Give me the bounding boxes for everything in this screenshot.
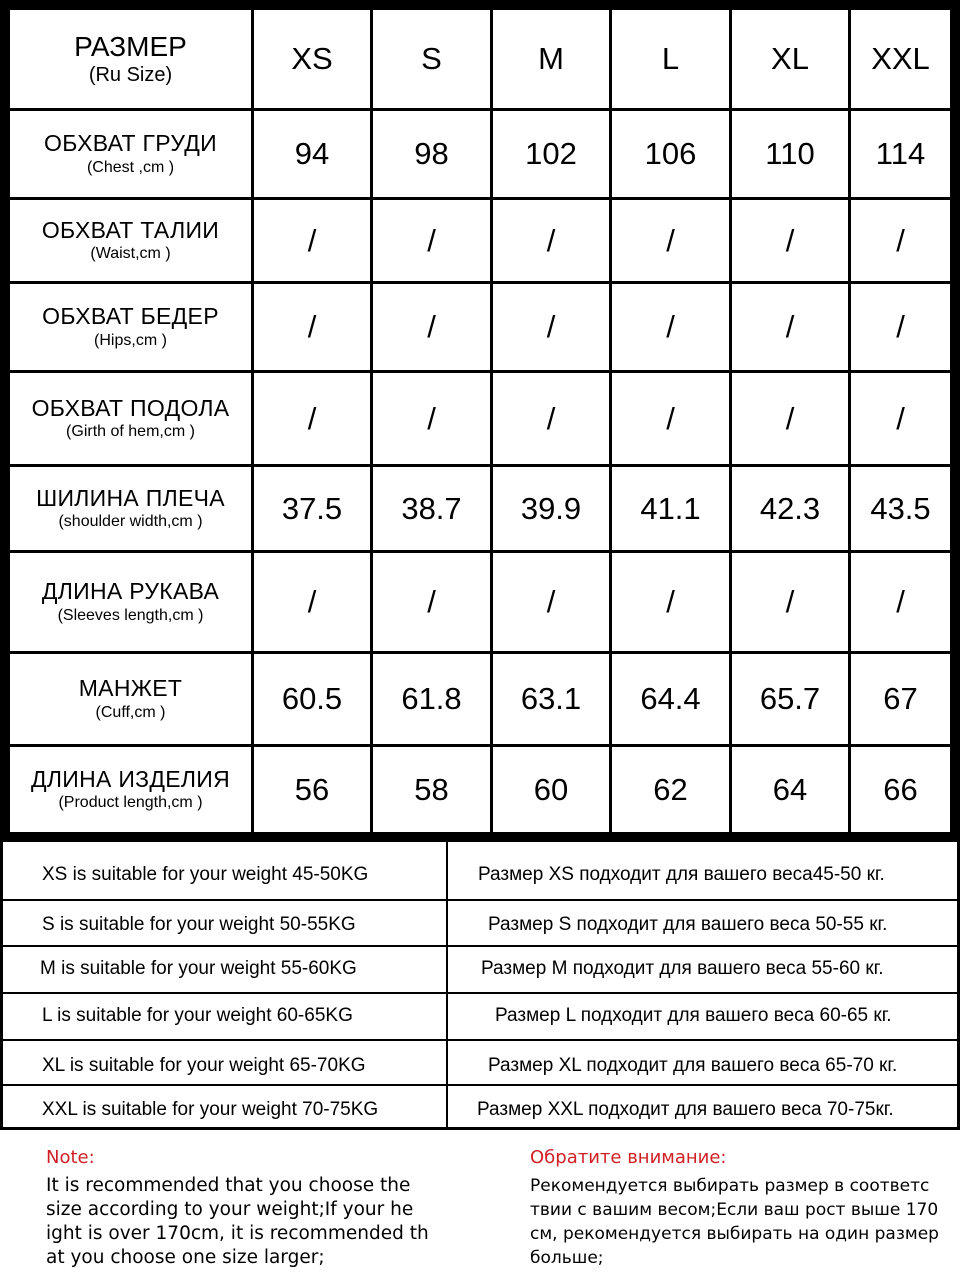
value-cell: 94 bbox=[254, 111, 370, 197]
size-header-xs: XS bbox=[254, 10, 370, 108]
size-header-s: S bbox=[373, 10, 490, 108]
weight-row-en: S is suitable for your weight 50-55KG bbox=[42, 914, 356, 935]
weight-row-ru: Размер XL подходит для вашего веса 65-70 кг. bbox=[488, 1055, 898, 1076]
value-cell: / bbox=[373, 373, 490, 464]
value-cell: / bbox=[373, 553, 490, 651]
note-body-en: It is recommended that you choose the size according to your weight;If your he ight is over 170cm, it is recommended th at you choose one size larger; bbox=[46, 1175, 429, 1268]
value-cell: / bbox=[732, 200, 848, 281]
weight-table bbox=[0, 838, 960, 1130]
row-label-chest: ОБХВАТ ГРУДИ (Chest ,cm ) bbox=[10, 111, 251, 197]
value-cell: 102 bbox=[493, 111, 609, 197]
size-header-xxl: XXL bbox=[851, 10, 950, 108]
weight-row-ru: Размер S подходит для вашего веса 50-55 кг. bbox=[488, 914, 888, 935]
row-label-shoulder: ШИЛИНА ПЛЕЧА (shoulder width,cm ) bbox=[10, 467, 251, 550]
value-cell: / bbox=[493, 373, 609, 464]
value-cell: / bbox=[612, 553, 729, 651]
value-cell: / bbox=[373, 200, 490, 281]
value-cell: 106 bbox=[612, 111, 729, 197]
value-cell: 98 bbox=[373, 111, 490, 197]
value-cell: 41.1 bbox=[612, 467, 729, 550]
weight-row-en: M is suitable for your weight 55-60KG bbox=[40, 958, 357, 979]
value-cell: 62 bbox=[612, 747, 729, 832]
divider bbox=[0, 1084, 960, 1086]
row-label-waist: ОБХВАТ ТАЛИИ (Waist,cm ) bbox=[10, 200, 251, 281]
weight-row-en: XL is suitable for your weight 65-70KG bbox=[42, 1055, 366, 1076]
value-cell: 58 bbox=[373, 747, 490, 832]
row-label-hem: ОБХВАТ ПОДОЛА (Girth of hem,cm ) bbox=[10, 373, 251, 464]
value-cell: / bbox=[612, 284, 729, 370]
weight-row-ru: Размер XXL подходит для вашего веса 70-75кг. bbox=[477, 1099, 894, 1120]
value-cell: / bbox=[851, 553, 950, 651]
value-cell: / bbox=[851, 373, 950, 464]
weight-row-ru: Размер XS подходит для вашего веса45-50 кг. bbox=[478, 864, 885, 885]
header-title-en: (Ru Size) bbox=[88, 64, 173, 87]
weight-row-ru: Размер M подходит для вашего веса 55-60 кг. bbox=[481, 958, 884, 979]
value-cell: / bbox=[373, 284, 490, 370]
divider bbox=[0, 899, 960, 901]
note-body-ru: Рекомендуется выбирать размер в соответс твии с вашим весом;Если ваш рост выше 170 см, рекомендуется выбирать на один размер больше; bbox=[530, 1176, 939, 1268]
value-cell: / bbox=[612, 373, 729, 464]
divider bbox=[446, 838, 448, 1130]
weight-row-en: XS is suitable for your weight 45-50KG bbox=[42, 864, 369, 885]
value-cell: / bbox=[254, 200, 370, 281]
weight-row-ru: Размер L подходит для вашего веса 60-65 кг. bbox=[495, 1005, 892, 1026]
value-cell: / bbox=[732, 553, 848, 651]
weight-row-en: L is suitable for your weight 60-65KG bbox=[42, 1005, 353, 1026]
divider bbox=[0, 838, 3, 1130]
divider bbox=[0, 838, 960, 842]
value-cell: 67 bbox=[851, 654, 950, 744]
row-label-hips: ОБХВАТ БЕДЕР (Hips,cm ) bbox=[10, 284, 251, 370]
value-cell: / bbox=[254, 284, 370, 370]
value-cell: / bbox=[254, 553, 370, 651]
value-cell: / bbox=[851, 284, 950, 370]
row-label-length: ДЛИНА ИЗДЕЛИЯ (Product length,cm ) bbox=[10, 747, 251, 832]
size-header-xl: XL bbox=[732, 10, 848, 108]
size-header-l: L bbox=[612, 10, 729, 108]
value-cell: 114 bbox=[851, 111, 950, 197]
value-cell: / bbox=[493, 284, 609, 370]
header-title-ru: РАЗМЕР bbox=[74, 30, 187, 62]
value-cell: / bbox=[254, 373, 370, 464]
note-title-en: Note: bbox=[46, 1147, 95, 1168]
value-cell: 39.9 bbox=[493, 467, 609, 550]
value-cell: 66 bbox=[851, 747, 950, 832]
value-cell: 38.7 bbox=[373, 467, 490, 550]
value-cell: / bbox=[612, 200, 729, 281]
value-cell: 110 bbox=[732, 111, 848, 197]
header-size-title-cell bbox=[10, 10, 251, 108]
row-label-sleeves: ДЛИНА РУКАВА (Sleeves length,cm ) bbox=[10, 553, 251, 651]
value-cell: 64 bbox=[732, 747, 848, 832]
value-cell: 64.4 bbox=[612, 654, 729, 744]
divider bbox=[0, 945, 960, 947]
value-cell: 60.5 bbox=[254, 654, 370, 744]
value-cell: / bbox=[851, 200, 950, 281]
value-cell: 43.5 bbox=[851, 467, 950, 550]
value-cell: 37.5 bbox=[254, 467, 370, 550]
notes-section bbox=[0, 1130, 960, 1280]
value-cell: / bbox=[493, 200, 609, 281]
value-cell: 65.7 bbox=[732, 654, 848, 744]
value-cell: 61.8 bbox=[373, 654, 490, 744]
value-cell: / bbox=[493, 553, 609, 651]
note-title-ru: Обратите внимание: bbox=[530, 1147, 727, 1168]
value-cell: 42.3 bbox=[732, 467, 848, 550]
weight-row-en: XXL is suitable for your weight 70-75KG bbox=[42, 1099, 379, 1120]
value-cell: 63.1 bbox=[493, 654, 609, 744]
value-cell: 60 bbox=[493, 747, 609, 832]
size-header-m: M bbox=[493, 10, 609, 108]
divider bbox=[0, 1039, 960, 1041]
divider bbox=[0, 992, 960, 994]
value-cell: / bbox=[732, 284, 848, 370]
value-cell: / bbox=[732, 373, 848, 464]
value-cell: 56 bbox=[254, 747, 370, 832]
row-label-cuff: МАНЖЕТ (Cuff,cm ) bbox=[10, 654, 251, 744]
